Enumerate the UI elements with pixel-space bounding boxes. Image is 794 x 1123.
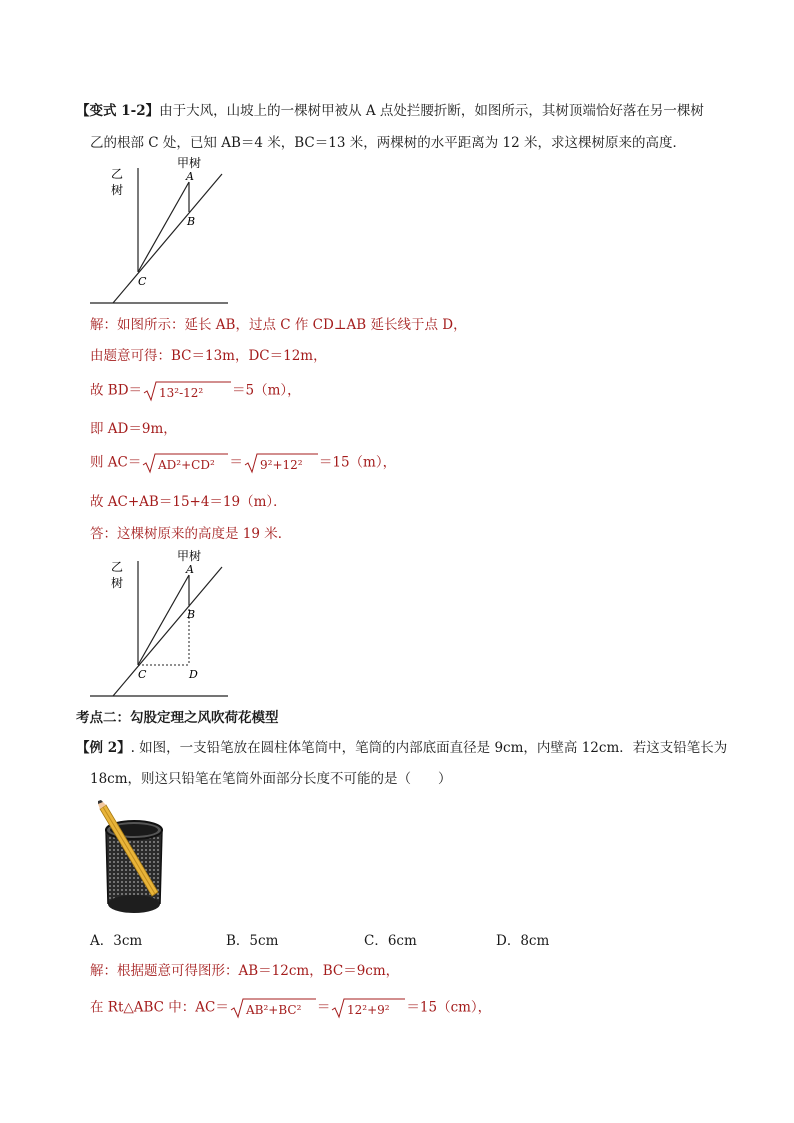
option-c[interactable]: C．6cm — [364, 933, 417, 949]
solution-1-line-2: 由题意可得：BC＝13m，DC＝12m， — [90, 348, 327, 364]
tree-yi-label-top: 乙 — [111, 560, 124, 574]
tree-figure-2 — [85, 545, 235, 701]
svg-text:AD²+CD²: AD²+CD² — [158, 458, 216, 472]
svg-text:12²+9²: 12²+9² — [347, 1003, 390, 1017]
point-a-label: A — [186, 170, 194, 183]
slope-line — [113, 567, 222, 696]
sqrt-9-12 — [243, 452, 319, 474]
broken-top-line — [138, 182, 189, 272]
solution-1-answer: 答：这棵树原来的高度是 19 米． — [90, 526, 292, 542]
question-2-text-1: . 如图，一支铅笔放在圆柱体笔筒中，笔筒的内部底面直径是 9cm，内壁高 12cm．若这支铅笔长为 — [130, 740, 728, 756]
svg-text:13²-12²: 13²-12² — [159, 386, 204, 400]
sqrt-ad-cd — [141, 452, 229, 474]
option-d[interactable]: D．8cm — [496, 933, 550, 949]
point-b-label: B — [187, 215, 196, 228]
broken-top-line — [138, 575, 189, 665]
point-d-label: D — [189, 668, 198, 681]
option-b[interactable]: B．5cm — [226, 933, 279, 949]
tree-yi-label-top: 乙 — [111, 167, 124, 181]
question-1-line-2: 乙的根部 C 处，已知 AB＝4 米，BC＝13 米，两棵树的水平距离为 12 米，求这棵树原来的高度． — [90, 135, 686, 151]
point-a-label: A — [186, 563, 194, 576]
point-c-label: C — [138, 668, 147, 681]
sqrt-12-9 — [330, 997, 406, 1019]
solution-1-line-1: 解：如图所示：延长 AB，过点 C 作 CD⊥AB 延长线于点 D， — [90, 317, 467, 333]
svg-text:AB²+BC²: AB²+BC² — [245, 1003, 302, 1017]
question-1-text-1: 由于大风，山坡上的一棵树甲被从 A 点处拦腰折断，如图所示，其树顶端恰好落在另一棵树 — [159, 103, 704, 119]
tree-jia-label: 甲树 — [177, 156, 202, 170]
solution-2-line-1: 解：根据题意可得图形：AB＝12cm，BC＝9cm， — [90, 963, 400, 979]
tree-figure-1 — [85, 152, 235, 308]
tree-jia-label: 甲树 — [177, 549, 202, 563]
solution-1-line-4: 即 AD＝9m， — [90, 421, 177, 437]
question-2-tag: 【例 2】 — [76, 740, 131, 756]
question-1-line-1 — [76, 101, 704, 121]
solution-1-line-3: 故 BD＝ 13²-12² ＝5（m）， — [90, 380, 301, 402]
tree-yi-label-bottom: 树 — [111, 183, 124, 197]
sqrt-ab-bc — [229, 997, 317, 1019]
question-2-line-1 — [76, 738, 727, 758]
solution-2-line-2: 在 Rt△ABC 中：AC＝ AB²+BC² ＝ 12²+9² ＝15（cm）， — [90, 997, 491, 1019]
question-2-line-2: 18cm，则这只铅笔在笔筒外面部分长度不可能的是（ ） — [90, 771, 452, 787]
point-b-label: B — [187, 608, 196, 621]
solution-1-line-6: 故 AC+AB＝15+4＝19（m）． — [90, 494, 287, 510]
slope-line — [113, 174, 222, 303]
pencil-holder-image — [92, 800, 176, 918]
sqrt-13-12 — [142, 380, 232, 402]
section-2-title: 考点二：勾股定理之风吹荷花模型 — [76, 710, 279, 726]
option-a[interactable]: A．3cm — [90, 933, 143, 949]
svg-text:9²+12²: 9²+12² — [259, 458, 303, 472]
question-1-tag: 【变式 1-2】 — [76, 103, 160, 119]
tree-yi-label-bottom: 树 — [111, 576, 124, 590]
solution-1-line-5: 则 AC＝ AD²+CD² ＝ 9²+12² ＝15（m）， — [90, 452, 396, 474]
point-c-label: C — [138, 275, 147, 288]
